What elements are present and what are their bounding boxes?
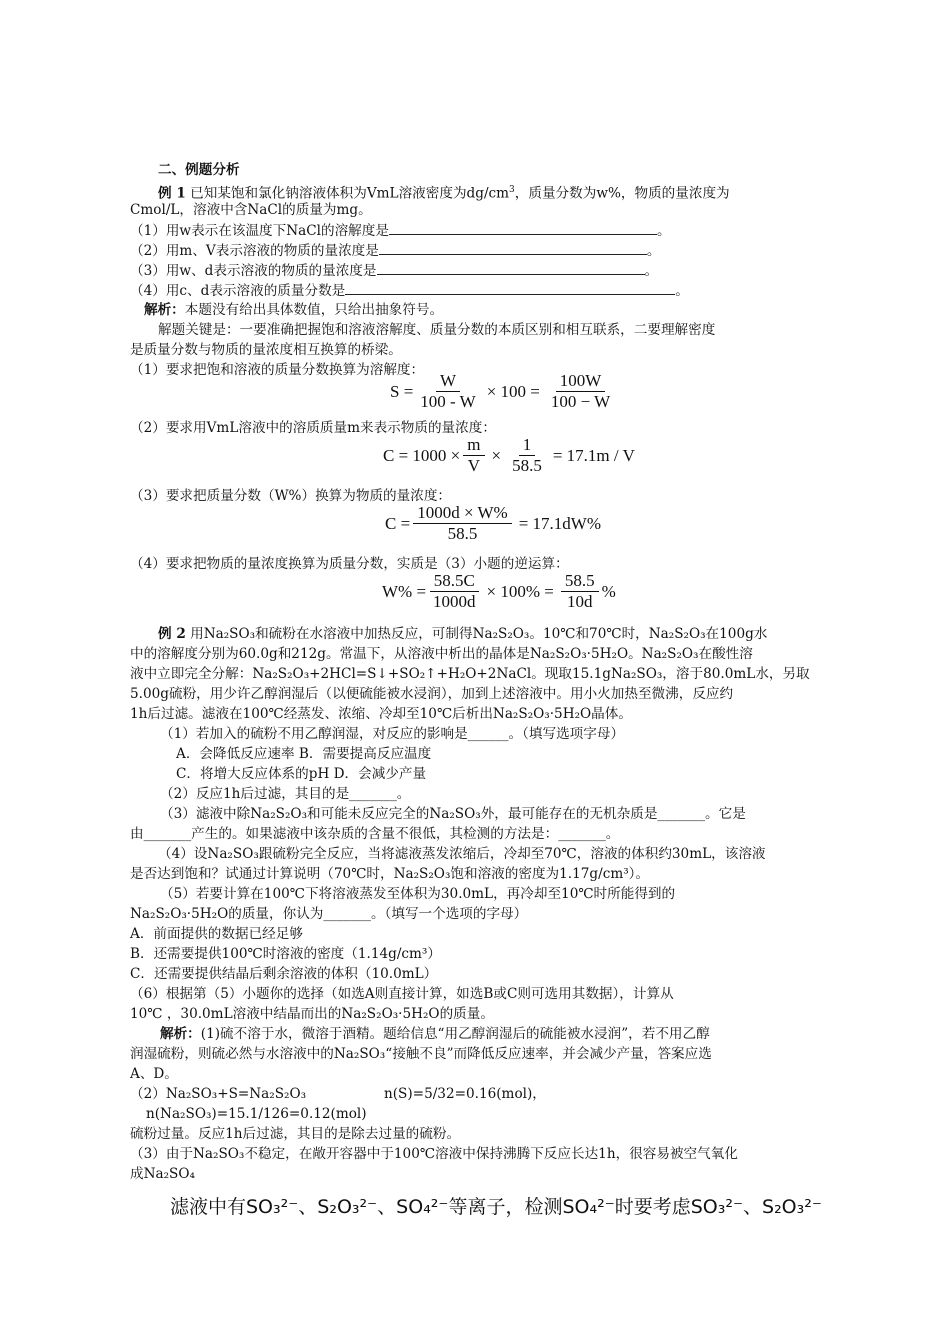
example-1-question-3: （3）用w、d表示溶液的物质的量浓度是 。 (130, 260, 658, 281)
example-2-stem-line-5: 1h后过滤。滤液在100℃经蒸发、浓缩、冷却至10℃后析出Na₂S₂O₃·5H₂O晶体。 (130, 706, 632, 722)
example-2-question-6: （6）根据第（5）小题你的选择（如选A则直接计算，如选B或C则可选用其数据），计算从 (130, 986, 674, 1002)
example-2-stem-line-1: 例 2 用Na₂SO₃和硫粉在水溶液中加热反应，可制得Na₂S₂O₃。10℃和70℃时，Na₂S₂O₃在100g水 (158, 626, 768, 642)
formula-molarity-mv: C = 1000 × $\frac{m}{V}$ × $\frac{1}{58.5}$ = 17.1m / V (383, 435, 635, 475)
example-1-question-2: （2）用m、V表示溶液的物质的量浓度是 。 (130, 240, 660, 261)
example-2-question-6-cont: 10℃ ，30.0mL溶液中结晶而出的Na₂S₂O₃·5H₂O的质量。 (130, 1006, 494, 1022)
analysis-line-6: 硫粉过量。反应1h后过滤，其目的是除去过量的硫粉。 (130, 1126, 461, 1142)
analysis-line-7: （3）由于Na₂SO₃不稳定，在敞开容器中于100℃溶液中保持沸腾下反应长达1h，很容易被空气氧化 (130, 1146, 738, 1162)
analysis-line-2: 润湿硫粉，则硫必然与水溶液中的Na₂SO₃“接触不良”而降低反应速率，并会减少产量，答案应选 (130, 1046, 712, 1062)
solution-step-2: （2）要求用VmL溶液中的溶质质量m来表示物质的量浓度： (130, 420, 496, 436)
question-1-options-cd: C．将增大反应体系的pH D．会减少产量 (176, 766, 427, 782)
example-1-stem: 例 1 已知某饱和氯化钠溶液体积为VmL溶液密度为$dg/cm^3$，质量分数为w%，物质的量浓度为 (158, 185, 730, 202)
example-2-question-4-cont: 是否达到饱和？试通过计算说明（70℃时，Na₂S₂O₃饱和溶液的密度为1.17g/cm³）。 (130, 866, 650, 882)
key-point-line-2: 是质量分数与物质的量浓度相互换算的桥梁。 (130, 342, 402, 358)
analysis-line-3: A、D。 (130, 1066, 178, 1082)
ion-detection-note: 滤液中有SO₃²⁻、S₂O₃²⁻、SO₄²⁻等离子，检测SO₄²⁻时要考虑SO₃²⁻、S₂O₃²⁻ (170, 1196, 822, 1218)
analysis-line-4-right: n(S)=5/32=0.16(mol)， (384, 1086, 546, 1102)
question-5-option-c: C．还需要提供结晶后剩余溶液的体积（10.0mL） (130, 966, 438, 982)
key-point-line-1: 解题关键是：一要准确把握饱和溶液溶解度、质量分数的本质区别和相互联系，二要理解密度 (158, 322, 716, 338)
answer-blank[interactable] (379, 240, 647, 255)
question-5-option-a: A．前面提供的数据已经足够 (130, 926, 303, 942)
section-title: 二、例题分析 (158, 162, 240, 178)
example-2-label: 例 2 (158, 626, 186, 642)
analysis-line-4-left: （2）Na₂SO₃+S=Na₂S₂O₃ (130, 1086, 307, 1102)
example-1-question-1: （1）用w表示在该温度下NaCl的溶解度是 。 (130, 220, 671, 241)
example-2-analysis: 解析：(1)硫不溶于水，微溶于酒精。题给信息“用乙醇润湿后的硫能被水浸润”，若不用乙醇 (160, 1026, 710, 1042)
example-2-question-3: （3）滤液中除Na₂S₂O₃和可能未反应完全的Na₂SO₃外，最可能存在的无机杂质是_______。它是 (160, 806, 746, 822)
formula-mass-fraction: W% = $\frac{58.5C}{1000d}$ × 100% = $\frac{58.5}{10d}$ % (382, 571, 616, 611)
example-2-question-3-cont: 由_______产生的。如果滤液中该杂质的含量不很低，其检测的方法是：_______。 (130, 826, 620, 842)
solution-step-1: （1）要求把饱和溶液的质量分数换算为溶解度： (130, 362, 425, 378)
example-2-stem-line-3: 液中立即完全分解：Na₂S₂O₃+2HCl=S↓+SO₂↑+H₂O+2NaCl。现取15.1gNa₂SO₃，溶于80.0mL水，另取 (130, 666, 810, 682)
question-5-option-b: B．还需要提供100℃时溶液的密度（1.14g/cm³） (130, 946, 441, 962)
solution-step-4: （4）要求把物质的量浓度换算为质量分数，实质是（3）小题的逆运算： (130, 556, 569, 572)
formula-molarity-wd: C = $\frac{1000d \times W\%}{58.5}$ = 17.1dW% (385, 503, 601, 543)
solution-step-3: （3）要求把质量分数（W%）换算为物质的量浓度： (130, 488, 452, 504)
example-2-stem-line-2: 中的溶解度分别为60.0g和212g。常温下，从溶液中析出的晶体是Na₂S₂O₃·5H₂O。Na₂S₂O₃在酸性溶 (130, 646, 753, 662)
example-1-stem-cont: Cmol/L，溶液中含NaCl的质量为mg。 (130, 202, 372, 218)
question-1-options-ab: A．会降低反应速率 B．需要提高反应温度 (176, 746, 432, 762)
analysis-line-8: 成Na₂SO₄ (130, 1166, 195, 1182)
example-2-stem-line-4: 5.00g硫粉，用少许乙醇润湿后（以便硫能被水浸润），加到上述溶液中。用小火加热至微沸，反应约 (130, 686, 734, 702)
example-1-analysis: 解析：本题没有给出具体数值，只给出抽象符号。 (144, 302, 444, 318)
example-1-label: 例 1 (158, 185, 186, 202)
example-2-question-2: （2）反应1h后过滤，其目的是_______。 (160, 786, 411, 802)
answer-blank[interactable] (377, 260, 645, 275)
answer-blank[interactable] (345, 280, 675, 295)
example-2-question-1: （1）若加入的硫粉不用乙醇润湿，对反应的影响是______。（填写选项字母） (160, 726, 625, 742)
example-2-question-5: （5）若要计算在100℃下将溶液蒸发至体积为30.0mL，再冷却至10℃时所能得到的 (160, 886, 676, 902)
answer-blank[interactable] (389, 220, 657, 235)
example-1-question-4: （4）用c、d表示溶液的质量分数是 。 (130, 280, 689, 301)
formula-solubility: S = $\frac{W}{100 - W}$ × 100 = $\frac{100W}{100 - W}$ (390, 371, 611, 411)
example-2-question-4: （4）设Na₂SO₃跟硫粉完全反应，当将滤液蒸发浓缩后，冷却至70℃，溶液的体积约30mL，该溶液 (158, 846, 766, 862)
example-2-question-5-cont: Na₂S₂O₃·5H₂O的质量，你认为_______。（填写一个选项的字母） (130, 906, 528, 922)
analysis-line-5: n(Na₂SO₃)=15.1/126=0.12(mol) (146, 1106, 367, 1122)
